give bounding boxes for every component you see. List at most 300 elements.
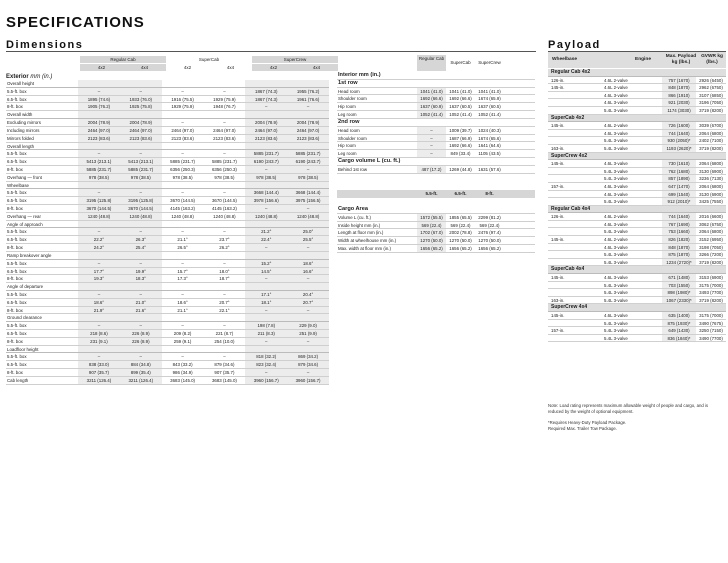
cell: 4.6L 3-valve bbox=[604, 191, 628, 197]
cell bbox=[245, 346, 287, 353]
cell: 18.6° bbox=[78, 299, 120, 306]
cell bbox=[162, 182, 204, 189]
cell: – bbox=[120, 228, 162, 235]
cell: 3683 (145.0) bbox=[170, 377, 196, 383]
cell: 145-in. bbox=[551, 85, 565, 91]
cell: 157-in. bbox=[551, 183, 565, 189]
cell: 879 (34.6) bbox=[287, 361, 329, 368]
cell: 3960 (156.7) bbox=[287, 377, 329, 384]
payload-row bbox=[548, 289, 726, 297]
cell bbox=[78, 143, 120, 150]
payload-group bbox=[548, 206, 726, 214]
cell bbox=[548, 107, 588, 114]
cell: 930 (2050)* bbox=[662, 137, 696, 144]
cell: 2064 (6800) bbox=[699, 183, 723, 189]
cell: 1041 (41.0) bbox=[417, 88, 446, 95]
cell bbox=[245, 80, 287, 87]
payload-row bbox=[548, 297, 726, 305]
payload-group bbox=[548, 304, 726, 312]
row-label: 6.5-ft. box bbox=[7, 331, 27, 336]
cell: 898 (1980)* bbox=[662, 289, 696, 296]
cell: 1052 (41.4) bbox=[449, 112, 472, 118]
cell: 753 (1660) bbox=[662, 228, 696, 235]
cell: 3152 (6950) bbox=[699, 237, 723, 243]
cell: – bbox=[223, 291, 226, 297]
cell: 218 (8.6) bbox=[78, 330, 120, 337]
cell: 2064 (6800) bbox=[699, 229, 723, 235]
cell: 1656 (65.2) bbox=[449, 246, 472, 252]
cell: 2123 (83.6) bbox=[78, 135, 120, 142]
cell: 21.1° bbox=[177, 307, 188, 313]
cell bbox=[287, 80, 329, 87]
cell: 5.4L 3-valve bbox=[604, 290, 628, 296]
payload-row bbox=[548, 320, 726, 328]
cell: 1105 (43.5) bbox=[478, 151, 501, 157]
cell: 25.4° bbox=[120, 244, 162, 251]
cell: 1041 (41.0) bbox=[478, 88, 501, 94]
row-label: 8-ft. box bbox=[7, 245, 23, 251]
cell: 3975 (156.5) bbox=[287, 197, 329, 204]
cell: 703 (1550) bbox=[662, 282, 696, 289]
cell bbox=[78, 111, 120, 118]
row-label: Loadfloor height bbox=[7, 346, 39, 352]
cell bbox=[548, 191, 588, 198]
cell bbox=[78, 346, 120, 353]
cell: – bbox=[78, 291, 120, 298]
cell: 2464 (97.0) bbox=[120, 127, 162, 134]
cell: 1240 (48.8) bbox=[287, 213, 329, 220]
cell bbox=[548, 137, 588, 144]
cell bbox=[120, 221, 162, 228]
cell: 26.3° bbox=[120, 236, 162, 243]
cell: 5885 (231.7) bbox=[287, 150, 329, 157]
cell: 2004 (78.9) bbox=[120, 119, 162, 126]
cell bbox=[287, 252, 329, 259]
cell: – bbox=[287, 166, 329, 173]
cell: 198 (7.8) bbox=[245, 322, 287, 329]
cell: 1905 (76.2) bbox=[78, 103, 120, 110]
cell: 4.6L 2-valve bbox=[604, 77, 628, 83]
interior-row bbox=[337, 127, 535, 135]
cell: 17.7° bbox=[78, 268, 120, 275]
dim-row bbox=[6, 96, 329, 104]
cell bbox=[120, 346, 162, 353]
interior-table bbox=[337, 72, 535, 174]
cell: 986 (34.9) bbox=[172, 370, 193, 376]
dim-row bbox=[6, 166, 329, 174]
cell: 1637 (60.5) bbox=[478, 104, 501, 110]
cell: 838 (33.0) bbox=[78, 361, 120, 368]
cell bbox=[162, 346, 204, 353]
payload-group bbox=[548, 153, 726, 161]
interior-row bbox=[337, 166, 535, 174]
cargo-col: 5.5-ft. bbox=[425, 191, 438, 196]
cell: 1641 (64.6) bbox=[478, 143, 501, 149]
cell: 907 (35.7) bbox=[78, 369, 120, 376]
dim-row bbox=[6, 111, 329, 119]
row-label: Overhang — front bbox=[7, 174, 42, 180]
cell bbox=[120, 314, 162, 321]
cell bbox=[78, 80, 120, 87]
cell: 826 (1820) bbox=[662, 236, 696, 243]
section-title: Cargo volume L (cu. ft.) bbox=[338, 157, 401, 164]
cell: 1895 (74.6) bbox=[78, 96, 120, 103]
dim-row bbox=[6, 361, 329, 369]
cell bbox=[78, 314, 120, 321]
payload-row bbox=[548, 251, 726, 259]
cell: 869 (34.2) bbox=[287, 353, 329, 360]
cell bbox=[204, 283, 246, 290]
dim-row bbox=[6, 314, 329, 322]
cell bbox=[120, 182, 162, 189]
cell: – bbox=[78, 189, 120, 196]
cell bbox=[548, 99, 588, 106]
dimensions-rule bbox=[6, 51, 536, 52]
payload-row bbox=[548, 335, 726, 343]
cell bbox=[548, 335, 588, 342]
cargo-table bbox=[337, 206, 535, 253]
cell: 3175 (7000) bbox=[699, 282, 723, 288]
cell: 3039 (6700) bbox=[699, 123, 723, 129]
cell: 3195 (125.8) bbox=[78, 197, 120, 204]
cell: 5.4L 3-valve bbox=[604, 252, 628, 258]
cell: 3236 (7130) bbox=[699, 176, 723, 182]
cell: 3195 (125.8) bbox=[120, 197, 162, 204]
row-label: Overall width bbox=[7, 112, 33, 118]
cell: – bbox=[181, 354, 184, 360]
cargo-row bbox=[337, 214, 535, 222]
payload-row bbox=[548, 198, 726, 206]
row-label: 6.5-ft. box bbox=[7, 237, 27, 243]
group-label: Regular Cab 4x4 bbox=[551, 205, 591, 212]
cell: – bbox=[223, 323, 226, 329]
group-label: SuperCab 4x2 bbox=[551, 114, 585, 121]
col-engine: Engine bbox=[635, 57, 651, 62]
cell bbox=[287, 182, 329, 189]
row-label: Ramp breakover angle bbox=[7, 252, 52, 258]
row-label: Angle of departure bbox=[7, 284, 44, 290]
group-regular-cab: Regular Cab bbox=[80, 56, 166, 63]
cell: 3670 (144.5) bbox=[211, 198, 237, 204]
cell: – bbox=[245, 103, 287, 110]
cell: 1948 (76.7) bbox=[213, 104, 236, 110]
cell: 2926 (6450) bbox=[699, 77, 723, 83]
cell: 836 (1840)* bbox=[662, 335, 696, 342]
cell: 1041 (41.0) bbox=[449, 88, 472, 94]
cell: – bbox=[78, 322, 120, 329]
payload-row bbox=[548, 327, 726, 335]
cell: 1270 (50.0) bbox=[417, 237, 446, 244]
cargo-heading bbox=[337, 206, 535, 214]
row-label: 5.5-ft. box bbox=[7, 291, 27, 297]
row-label: 8-ft. box bbox=[7, 104, 23, 110]
cargo-row bbox=[337, 245, 535, 253]
cell: 17.1° bbox=[245, 291, 287, 298]
row-label: 5.5-ft. box bbox=[7, 151, 27, 157]
cell: 3719 (8200) bbox=[699, 145, 723, 151]
dim-row bbox=[6, 353, 329, 361]
cell bbox=[548, 251, 588, 258]
dim-row bbox=[6, 338, 329, 346]
drive-label: 4x4 bbox=[295, 64, 338, 71]
cell: – bbox=[287, 338, 329, 345]
dim-row bbox=[6, 135, 329, 143]
cell: 226 (8.9) bbox=[120, 330, 162, 337]
cell: 3153 (6900) bbox=[699, 275, 723, 281]
cell: 848 (1870) bbox=[662, 244, 696, 251]
cell: 4.6L 3-valve bbox=[604, 313, 628, 318]
cell bbox=[287, 283, 329, 290]
cell: 1637 (60.5) bbox=[449, 104, 472, 110]
row-label: 5.5-ft. box bbox=[7, 323, 27, 329]
interior-row bbox=[337, 142, 535, 150]
cell: 818 (32.2) bbox=[245, 353, 287, 360]
cell: 1961 (76.6) bbox=[287, 96, 329, 103]
cell: – bbox=[120, 150, 162, 157]
cell bbox=[204, 111, 246, 118]
cell: 921 (2030) bbox=[662, 99, 696, 106]
cell: 5.4L 3-valve bbox=[604, 259, 628, 265]
cell bbox=[287, 143, 329, 150]
page-title: SPECIFICATIONS bbox=[6, 14, 145, 31]
section-title: 2nd row bbox=[338, 118, 360, 125]
cell bbox=[548, 228, 588, 235]
payload-row bbox=[548, 160, 726, 168]
dim-row bbox=[6, 158, 329, 166]
cell: 884 (34.8) bbox=[120, 361, 162, 368]
col-gvwr: GVWR kg (lbs.) bbox=[701, 54, 723, 65]
cell: 1270 (50.0) bbox=[478, 238, 501, 244]
row-label: Inside height mm (in.) bbox=[338, 222, 381, 228]
cell: 2464 (97.0) bbox=[287, 127, 329, 134]
cell: 843 (33.2) bbox=[172, 362, 193, 368]
interior-heading bbox=[337, 72, 535, 80]
cell: 3670 (144.5) bbox=[170, 198, 196, 204]
row-label: Leg room bbox=[338, 112, 357, 118]
section-heading bbox=[337, 80, 535, 88]
cell: 5885 (231.7) bbox=[211, 159, 237, 165]
dim-row bbox=[6, 244, 329, 252]
dim-row bbox=[6, 377, 329, 385]
interior-row bbox=[337, 95, 535, 103]
cell: 209 (8.2) bbox=[173, 331, 192, 336]
cell: 978 (38.5) bbox=[120, 174, 162, 181]
row-label: 8-ft. box bbox=[7, 166, 23, 172]
row-label: 6.5-ft. box bbox=[7, 299, 27, 305]
cell: 978 (38.5) bbox=[214, 174, 235, 180]
cell: 1637 (60.9) bbox=[417, 103, 446, 110]
cell: 5413 (213.1) bbox=[120, 158, 162, 165]
payload-row bbox=[548, 99, 726, 107]
cell bbox=[162, 221, 204, 228]
cell: – bbox=[245, 244, 287, 251]
cell: 1916 (75.5) bbox=[171, 96, 194, 102]
cell: 5885 (231.7) bbox=[120, 166, 162, 173]
drive-label: 4x4 bbox=[123, 64, 166, 71]
payload-table-header bbox=[548, 52, 726, 68]
cell bbox=[204, 346, 246, 353]
row-label: 5.5-ft. box bbox=[7, 190, 27, 196]
cell: – bbox=[417, 135, 446, 142]
row-label: 8-ft. box bbox=[7, 206, 23, 211]
cell: 221 (8.7) bbox=[215, 331, 234, 336]
cell: 2299 (81.2) bbox=[478, 214, 501, 220]
cell: 6190 (243.7) bbox=[245, 158, 287, 165]
cell: 5.4L 3-valve bbox=[604, 107, 628, 113]
row-label: Head room bbox=[338, 127, 360, 133]
row-label: 5.5-ft. box bbox=[7, 88, 27, 94]
cell: 3130 (6900) bbox=[699, 168, 723, 174]
cell bbox=[548, 259, 588, 266]
cell bbox=[287, 221, 329, 228]
cell: 1052 (41.4) bbox=[417, 111, 446, 118]
cell: – bbox=[287, 307, 329, 314]
dim-row bbox=[6, 268, 329, 276]
cell: 5.4L 3-valve bbox=[604, 335, 628, 341]
cell: 1933 (76.0) bbox=[120, 96, 162, 103]
cell: 5.4L 3-valve bbox=[604, 138, 628, 144]
cell: 4.6L 2-valve bbox=[604, 85, 628, 91]
dim-row bbox=[6, 228, 329, 236]
cell: 163-in. bbox=[551, 297, 565, 303]
cargo-row bbox=[337, 229, 535, 237]
cell: 1855 (65.5) bbox=[449, 214, 472, 220]
row-label: 6.5-ft. box bbox=[7, 362, 27, 368]
row-label: Hip room bbox=[338, 143, 356, 149]
payload-row bbox=[548, 145, 726, 153]
cell: 145-in. bbox=[551, 313, 565, 318]
cell: 1692 (66.6) bbox=[417, 95, 446, 102]
payload-row bbox=[548, 236, 726, 244]
cell: 15.2° bbox=[245, 260, 287, 267]
cell: 2464 (97.0) bbox=[213, 127, 236, 133]
cell bbox=[120, 80, 162, 87]
cell bbox=[120, 283, 162, 290]
cell bbox=[245, 314, 287, 321]
cell: 730 (1610) bbox=[662, 160, 696, 167]
payload-row bbox=[548, 137, 726, 145]
cell: 4.6L 3-valve bbox=[604, 161, 628, 167]
cell bbox=[78, 283, 120, 290]
cell: – bbox=[181, 120, 184, 126]
payload-group bbox=[548, 115, 726, 123]
cell: 5.4L 3-valve bbox=[604, 199, 628, 205]
cell bbox=[245, 143, 287, 150]
cell: 569 (22.4) bbox=[417, 222, 446, 229]
row-label: Hip room bbox=[338, 104, 356, 110]
cell: 1240 (48.8) bbox=[213, 213, 236, 219]
row-label: Angle of approach bbox=[7, 221, 43, 227]
cell: 1270 (50.0) bbox=[449, 238, 472, 244]
cell: – bbox=[120, 353, 162, 360]
cell: 569 (22.4) bbox=[450, 222, 471, 228]
cell: 21.1° bbox=[177, 237, 188, 243]
row-label: 5.5-ft. box bbox=[7, 354, 27, 360]
cell: 978 (38.5) bbox=[287, 174, 329, 181]
payload-row bbox=[548, 175, 726, 183]
cell: 1867 (74.3) bbox=[245, 88, 287, 95]
cell: 866 (1910) bbox=[662, 92, 696, 99]
dim-row bbox=[6, 174, 329, 182]
row-label: Shoulder room bbox=[338, 135, 367, 141]
cargo-col: 8-ft. bbox=[485, 191, 494, 196]
drive-label: 4x2 bbox=[183, 65, 192, 70]
cell: 3719 (8200) bbox=[699, 259, 723, 265]
cell bbox=[245, 221, 287, 228]
cell: 3425 (7550) bbox=[699, 199, 723, 205]
cell: 1240 (48.8) bbox=[171, 213, 194, 219]
cell bbox=[162, 143, 204, 150]
cell: 3960 (156.7) bbox=[245, 377, 287, 384]
cell: – bbox=[223, 354, 226, 360]
group-supercrew: SuperCrew bbox=[252, 56, 338, 63]
cell: 18.6° bbox=[287, 260, 329, 267]
cell: 26.2° bbox=[219, 245, 230, 251]
payload-heading: Payload bbox=[548, 39, 601, 51]
cell bbox=[287, 346, 329, 353]
cell: – bbox=[181, 229, 184, 235]
dim-row bbox=[6, 260, 329, 268]
cell: 767 (1690) bbox=[662, 221, 696, 228]
section-heading bbox=[337, 158, 535, 166]
cell: 126-in. bbox=[551, 77, 565, 83]
drive-label: 4x2 bbox=[80, 64, 123, 71]
cell: 1929 (75.9) bbox=[213, 96, 236, 102]
cell: 899 (35.4) bbox=[120, 369, 162, 376]
row-label: Behind 1st row bbox=[338, 166, 368, 172]
cell bbox=[548, 175, 588, 182]
cell bbox=[287, 111, 329, 118]
cell bbox=[120, 252, 162, 259]
cell: 3670 (144.5) bbox=[78, 205, 120, 212]
cell: – bbox=[287, 275, 329, 282]
cell: 211 (8.3) bbox=[245, 330, 287, 337]
payload-row bbox=[548, 274, 726, 282]
cell: – bbox=[245, 307, 287, 314]
exterior-heading: Exterior mm (in.) bbox=[6, 74, 53, 80]
cell: – bbox=[417, 127, 446, 134]
row-label: 6.5-ft. box bbox=[7, 268, 27, 274]
cell: 3978 (156.6) bbox=[245, 197, 287, 204]
cell: – bbox=[223, 88, 226, 94]
cell: – bbox=[181, 151, 184, 157]
cargo-row bbox=[337, 237, 535, 245]
payload-group bbox=[548, 69, 726, 77]
payload-row bbox=[548, 107, 726, 115]
cell: 3266 (7200) bbox=[699, 252, 723, 258]
cell: 2004 (78.9) bbox=[245, 119, 287, 126]
cell: – bbox=[181, 88, 184, 94]
cell: 857 (1890) bbox=[662, 175, 696, 182]
footnote-trailer-tow: Required Max. Trailer Tow Package. bbox=[548, 426, 617, 431]
cell: – bbox=[223, 120, 226, 126]
dim-row bbox=[6, 291, 329, 299]
payload-row bbox=[548, 259, 726, 267]
cell: 2402 (7100) bbox=[699, 138, 723, 144]
cell: 22.4° bbox=[245, 236, 287, 243]
cell: 20.7° bbox=[219, 299, 230, 305]
cell: 1692 (66.6) bbox=[449, 96, 472, 102]
dim-row bbox=[6, 283, 329, 291]
interior-col: Regular Cab bbox=[417, 55, 446, 71]
cell bbox=[204, 314, 246, 321]
row-label: 8-ft. box bbox=[7, 338, 23, 344]
payload-row bbox=[548, 312, 726, 320]
cell bbox=[287, 314, 329, 321]
row-label: 6.5-ft. box bbox=[7, 198, 27, 204]
cell: 4.6L 2-valve bbox=[604, 123, 628, 129]
cell: 671 (1480) bbox=[662, 274, 696, 281]
